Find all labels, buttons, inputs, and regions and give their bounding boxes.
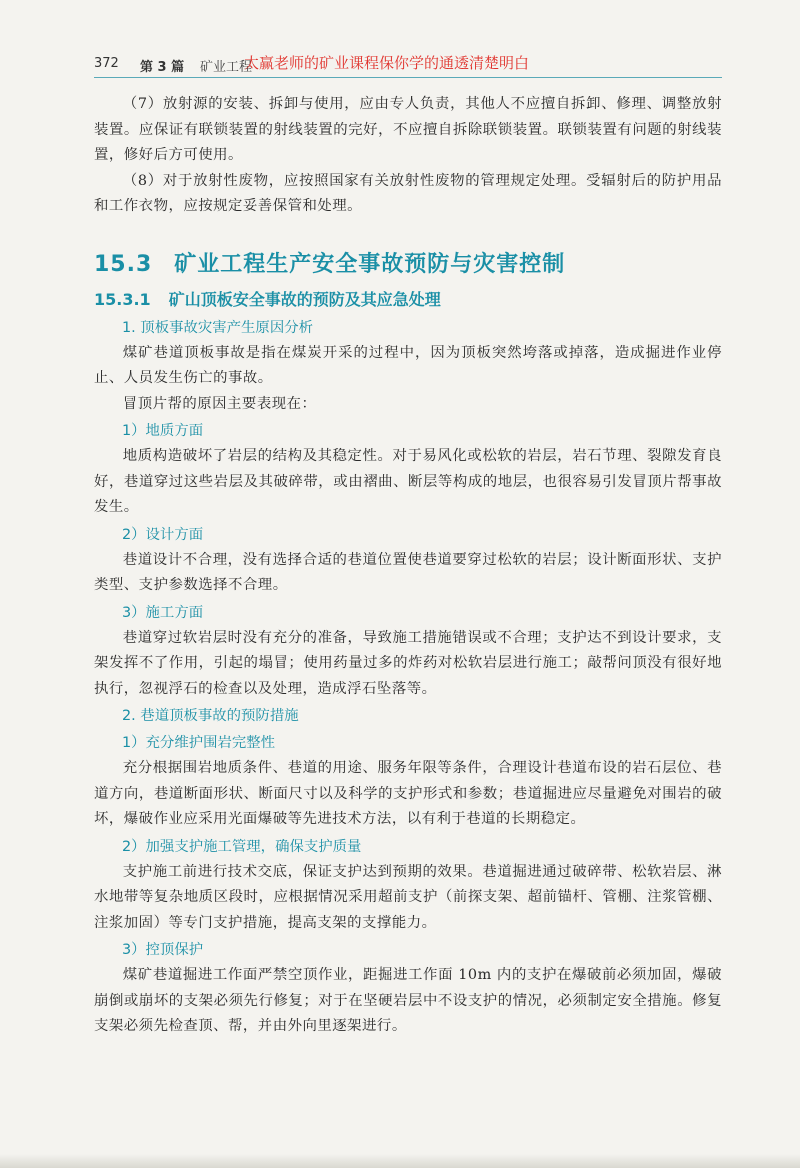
paragraph: （7）放射源的安装、拆卸与使用，应由专人负责，其他人不应擅自拆卸、修理、调整放射装置。应保证有联锁装置的射线装置的完好，不应擅自拆除联锁装置。联锁装置有问题的射线装置，修好后方可使用。 [94, 96, 722, 163]
section-number: 15.3 [94, 251, 153, 277]
heading-geology: 1）地质方面 [122, 423, 204, 439]
chapter-label: 矿业工程 [200, 60, 253, 75]
paragraph: 巷道设计不合理，没有选择合适的巷道位置使巷道要穿过松软的岩层；设计断面形状、支护类型、支护参数选择不合理。 [94, 551, 722, 593]
paragraph: 冒顶片帮的原因主要表现在： [122, 395, 317, 412]
page-edge-shadow [0, 1154, 800, 1168]
heading-construction: 3）施工方面 [122, 604, 204, 621]
paragraph: 地质构造破坏了岩层的结构及其稳定性。对于易风化或松软的岩层，岩石节理、裂隙发育良好，巷道穿过这些岩层及其破碎带，或由褶曲、断层等构成的地层，也很容易引发冒顶片帮事故发生。 [94, 448, 722, 515]
part-label: 第 3 篇 [140, 60, 185, 75]
paragraph: 煤矿巷道顶板事故是指在煤炭开采的过程中，因为顶板突然垮落或掉落，造成掘进作业停止、人员发生伤亡的事故。 [94, 344, 722, 386]
heading-support-management: 2）加强支护施工管理，确保支护质量 [122, 838, 362, 855]
paragraph: 充分根据围岩地质条件、巷道的用途、服务年限等条件，合理设计巷道布设的岩石层位、巷道方向，巷道断面形状、断面尺寸以及科学的支护形式和参数；巷道掘进应尽量避免对围岩的破坏，爆破作业应采用光面爆破等先进技术方法，以有利于巷道的长期稳定。 [94, 760, 722, 827]
paragraph: （8）对于放射性废物，应按照国家有关放射性废物的管理规定处理。受辐射后的防护用品和工作衣物，应按规定妥善保管和处理。 [94, 172, 722, 214]
watermark-text: 太赢老师的矿业课程保你学的通透清楚明白 [244, 54, 530, 72]
subsection-number: 15.3.1 [94, 289, 151, 309]
section-title: 矿业工程生产安全事故预防与灾害控制 [174, 251, 566, 277]
heading-prevention: 2. 巷道顶板事故的预防措施 [122, 708, 299, 724]
paragraph: 巷道穿过软岩层时没有充分的准备，导致施工措施错误或不合理；支护达不到设计要求，支架发挥不了作用，引起的塌冒；使用药量过多的炸药对松软岩层进行施工；敲帮问顶没有很好地执行，忽视浮石的检查以及处理，造成浮石坠落等。 [94, 629, 722, 697]
heading-design: 2）设计方面 [122, 526, 204, 543]
section-heading [94, 250, 722, 280]
subsection-heading [94, 288, 722, 312]
paragraph: 支护施工前进行技术交底，保证支护达到预期的效果。巷道掘进通过破碎带、松软岩层、淋水地带等复杂地质区段时，应根据情况采用超前支护（前探支架、超前锚杆、管棚、注浆管棚、注浆加固）等专门支护措施，提高支架的支撑能力。 [94, 863, 722, 931]
running-header [94, 52, 722, 80]
header-rule [94, 77, 722, 78]
heading-cause-analysis: 1. 顶板事故灾害产生原因分析 [122, 319, 313, 336]
paragraph: 煤矿巷道掘进工作面严禁空顶作业，距掘进工作面 10m 内的支护在爆破前必须加固，爆破崩倒或崩坏的支架必须先行修复；对于在坚硬岩层中不设支护的情况，必须制定安全措施。修复支架必须先检查顶、帮，并由外向里逐架进行。 [94, 967, 722, 1034]
heading-rock-integrity: 1）充分维护围岩完整性 [122, 735, 276, 751]
page-content [94, 92, 722, 1040]
subsection-title: 矿山顶板安全事故的预防及其应急处理 [168, 289, 441, 309]
heading-roof-control: 3）控顶保护 [122, 942, 204, 958]
page-number: 372 [94, 56, 119, 71]
